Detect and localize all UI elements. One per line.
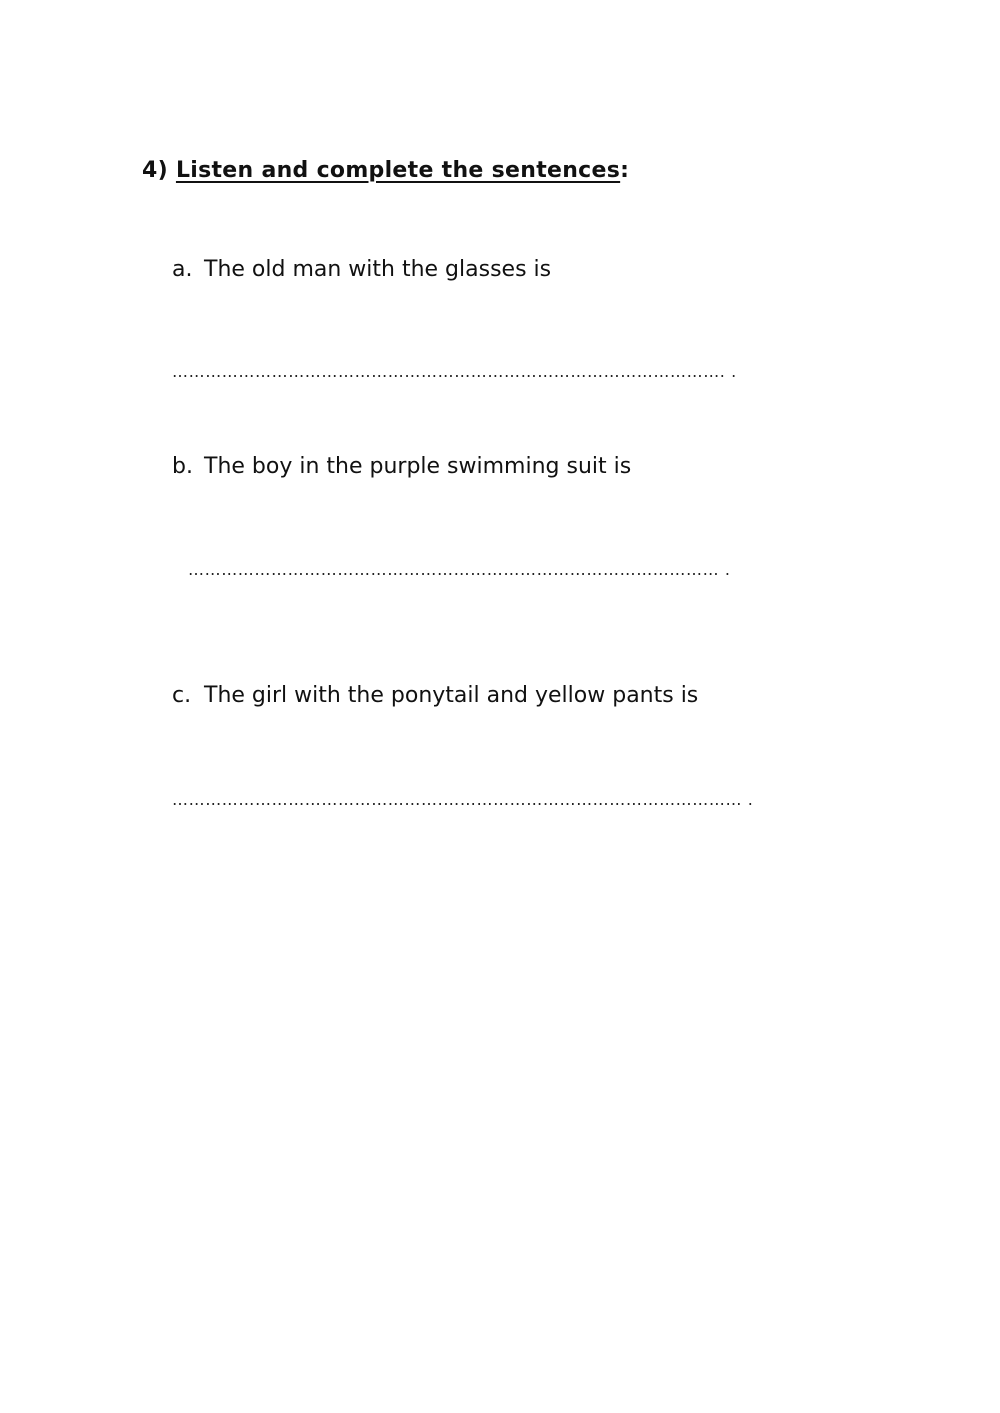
item-letter: a. — [172, 257, 193, 282]
exercise-number: 4) — [142, 158, 168, 183]
sentence-item-a — [172, 257, 551, 282]
exercise-title: Listen and complete the sentences — [175, 158, 621, 183]
item-letter: c. — [172, 683, 192, 708]
answer-blank-b[interactable]: …………………………………………………………………………………… . — [188, 560, 731, 579]
answer-blank-a[interactable]: ………………………………………………………………………………………. . — [172, 362, 737, 381]
sentence-item-b — [172, 454, 631, 479]
exercise-heading — [142, 158, 629, 183]
item-sentence: The girl with the ponytail and yellow pants is — [204, 683, 699, 708]
answer-blank-c[interactable]: ………………………………………….……………………………………………… . — [172, 790, 754, 809]
sentence-item-c — [172, 683, 698, 708]
item-sentence: The old man with the glasses is — [204, 257, 552, 282]
item-sentence: The boy in the purple swimming suit is — [204, 454, 632, 479]
item-letter: b. — [172, 454, 193, 479]
exercise-title-colon: : — [620, 158, 630, 183]
